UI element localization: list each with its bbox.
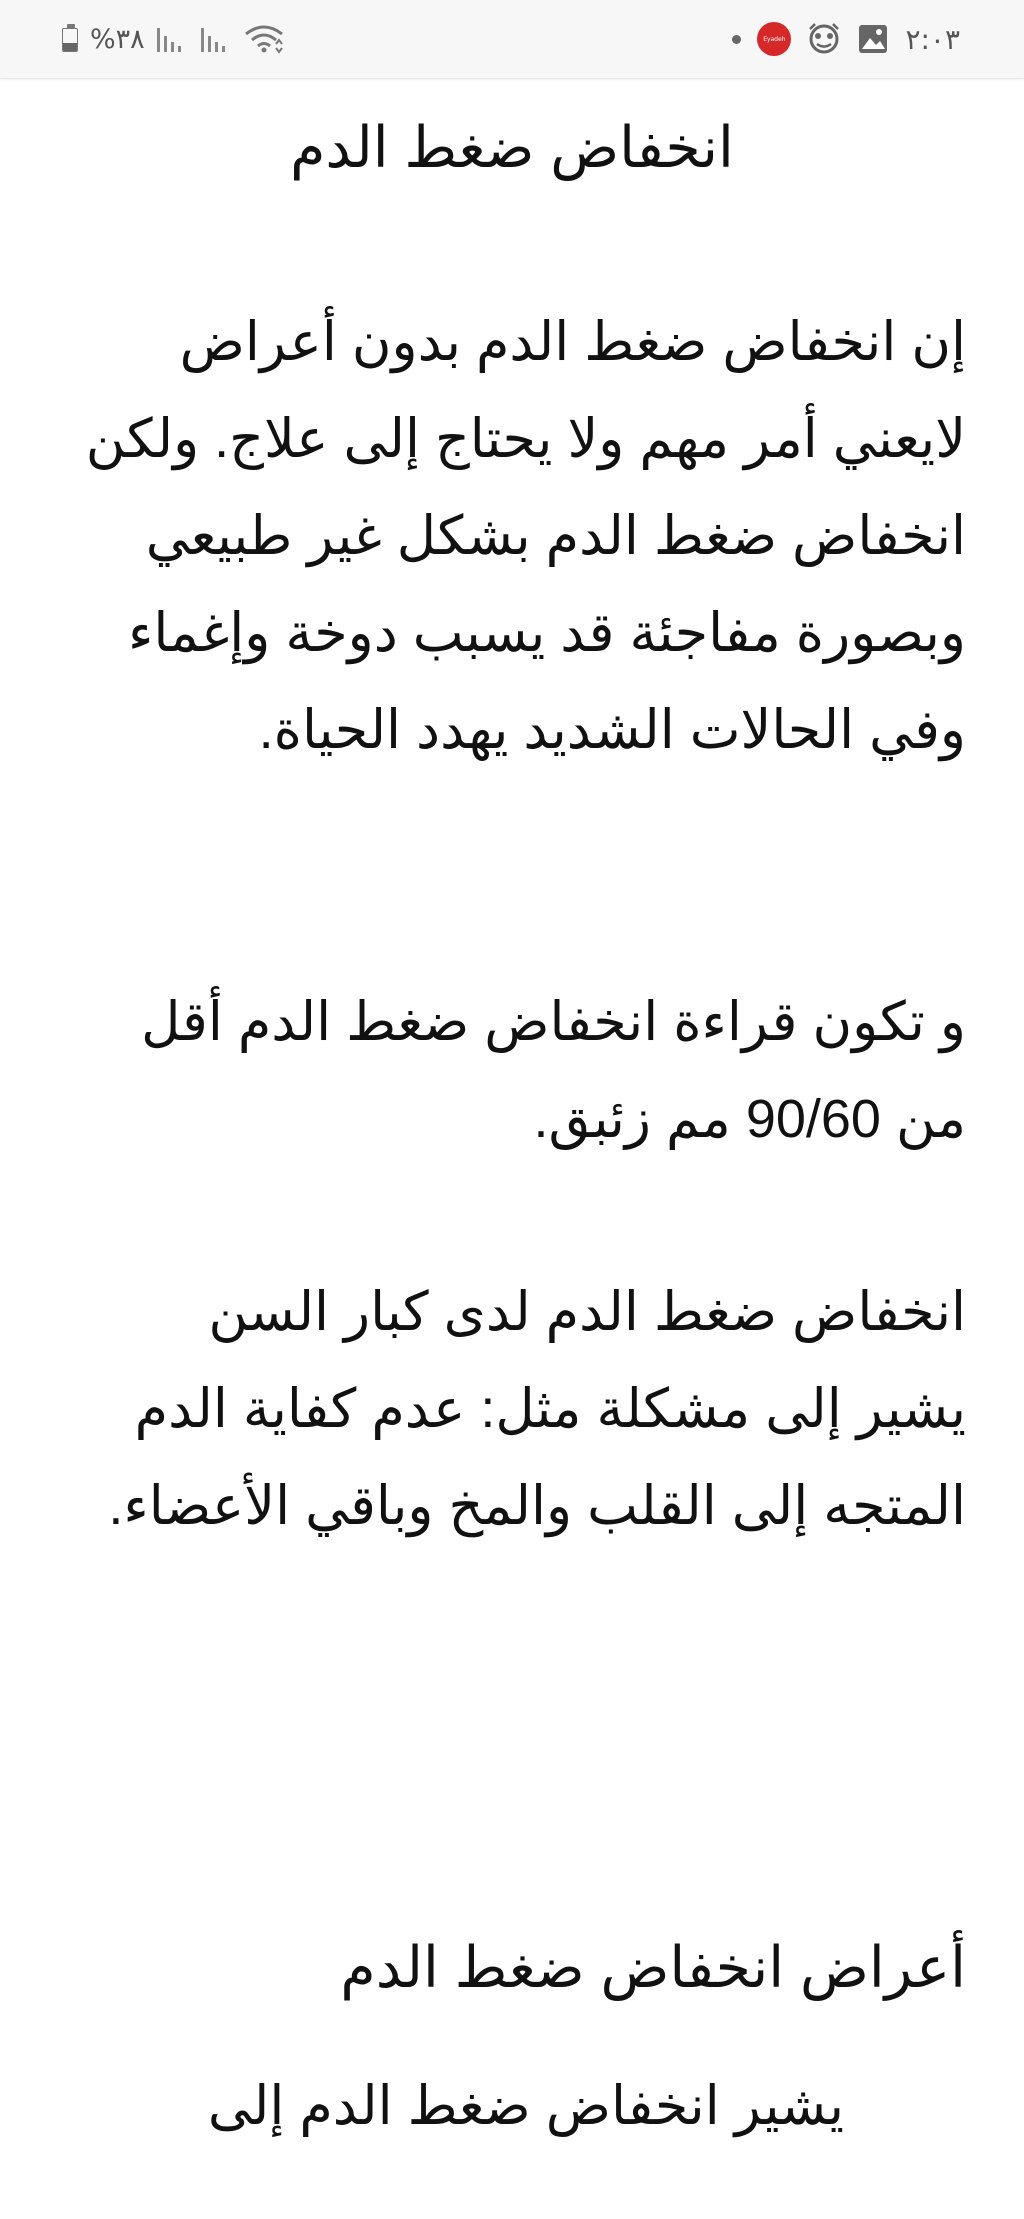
status-bar-left [62, 18, 285, 60]
article-content [0, 78, 1024, 2219]
battery-icon [62, 24, 80, 54]
page-title: انخفاض ضغط الدم [290, 116, 734, 180]
section-heading: أعراض انخفاض ضغط الدم [340, 1936, 966, 2000]
signal-icon [199, 24, 233, 54]
signal-icon [155, 24, 189, 54]
app-badge-icon: Eyadeh [757, 22, 791, 56]
battery-percent: %٣٨ [90, 23, 145, 55]
image-icon [857, 23, 889, 55]
status-bar-right [732, 18, 960, 60]
article-paragraph: انخفاض ضغط الدم لدى كبار السن يشير إلى مشكلة مثل: عدم كفاية الدم المتجه إلى القلب والمخ وباقي الأعضاء. [108, 1282, 966, 1536]
game-icon [807, 23, 841, 55]
wifi-icon [243, 24, 285, 54]
article-paragraph: و تكون قراءة انخفاض ضغط الدم أقل من 90/60 مم زئبق. [141, 992, 966, 1149]
status-bar [0, 0, 1024, 79]
article-paragraph: يشير انخفاض ضغط الدم إلى [207, 2076, 844, 2136]
article-paragraph: إن انخفاض ضغط الدم بدون أعراض لايعني أمر مهم ولا يحتاج إلى علاج. ولكن انخفاض ضغط الدم بشكل غير طبيعي وبصورة مفاجئة قد يسبب دوخة وإغماء وفي الحالات الشديد يهدد الحياة. [85, 312, 966, 760]
status-clock: ٢:٠٣ [905, 22, 960, 56]
dot-icon [732, 35, 741, 44]
